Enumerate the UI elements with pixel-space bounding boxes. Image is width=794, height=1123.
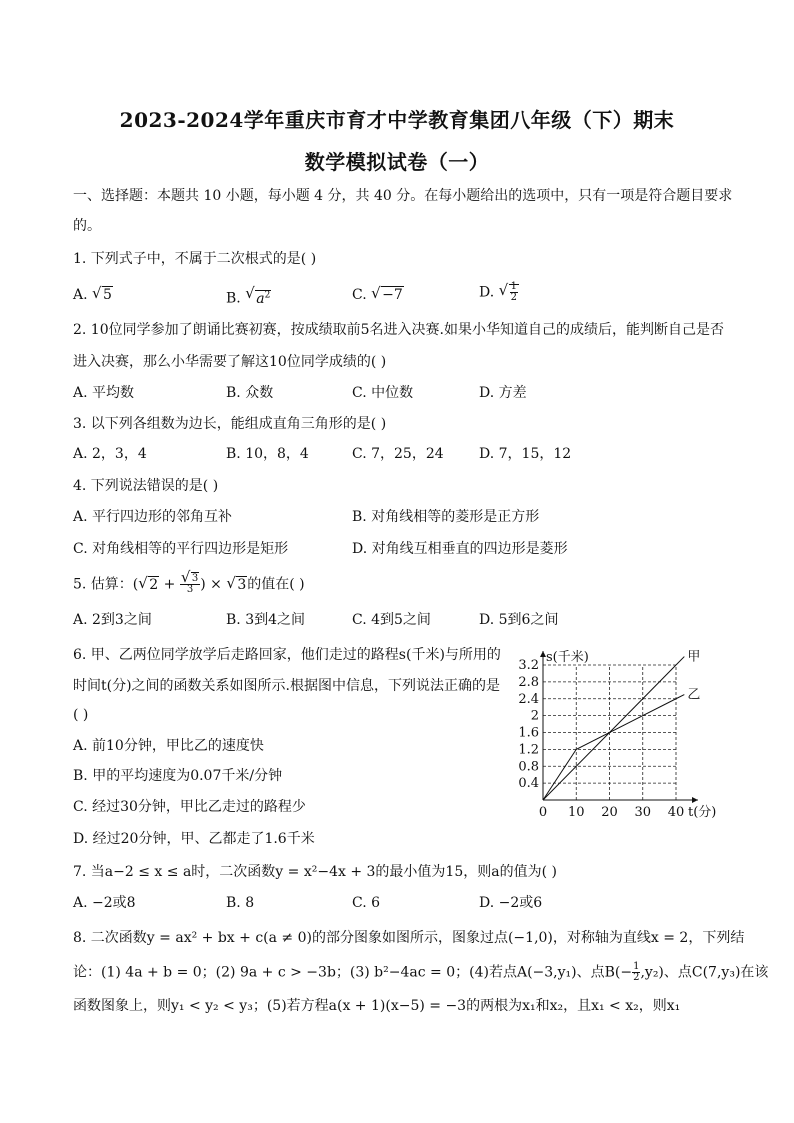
q4-option-a: A. 平行四边形的邻角互补	[73, 509, 233, 525]
q3-option-c: C. 7，25，24	[352, 446, 444, 462]
q6-option-d: D. 经过20分钟，甲、乙都走了1.6千米	[73, 831, 315, 847]
series-label: 甲	[687, 649, 701, 665]
q4-option-d: D. 对角线互相垂直的四边形是菱形	[352, 541, 568, 557]
q7-option-c: C. 6	[352, 895, 381, 911]
q7-option-a: A. −2或8	[73, 895, 136, 911]
q2-stem-cont: 进入决赛，那么小华需要了解这10位同学成绩的( )	[73, 354, 387, 370]
q8-stem-cont2: 函数图象上，则y₁ < y₂ < y₃；(5)若方程a(x + 1)(x−5) = −3的两根为x₁和x₂，且x₁ < x₂，则x₁	[73, 998, 681, 1014]
y-tick-label: 2.4	[518, 691, 539, 707]
q5-option-c: C. 4到5之间	[352, 612, 431, 628]
x-tick-label: 40	[667, 805, 685, 820]
q2-option-a: A. 平均数	[73, 385, 135, 401]
series-label: 乙	[687, 687, 701, 703]
series-extension	[676, 657, 684, 665]
q1-option-d: D. √ $\frac{1}{2}$	[479, 282, 519, 303]
x-tick-label: 20	[601, 805, 618, 820]
x-axis-arrow	[692, 797, 698, 803]
q4-option-c: C. 对角线相等的平行四边形是矩形	[73, 541, 289, 557]
y-axis-label: s(千米)	[546, 650, 589, 665]
x-tick-label: 30	[634, 805, 652, 820]
y-tick-label: 0.8	[518, 759, 539, 775]
q1-option-b: B. √ $a^2$	[226, 285, 271, 309]
section-intro-cont: 的。	[73, 218, 101, 234]
q3-option-a: A. 2，3，4	[73, 446, 147, 462]
q1-option-a: A. √ 5	[73, 285, 113, 305]
exam-subtitle: 数学模拟试卷（一）	[304, 150, 490, 174]
exam-title: 2023-2024学年重庆市育才中学教育集团八年级（下）期末	[119, 108, 675, 132]
q6-option-b: B. 甲的平均速度为0.07千米/分钟	[73, 768, 283, 784]
y-tick-label: 1.6	[518, 725, 539, 741]
q7-stem: 7. 当a−2 ≤ x ≤ a时，二次函数y = x²−4x + 3的最小值为15，则a的值为( )	[73, 864, 557, 880]
q4-option-b: B. 对角线相等的菱形是正方形	[352, 509, 540, 525]
distance-time-chart	[512, 644, 727, 824]
q3-stem: 3. 以下列各组数为边长，能组成直角三角形的是( )	[73, 416, 387, 432]
q2-stem: 2. 10位同学参加了朗诵比赛初赛，按成绩取前5名进入决赛.如果小华知道自己的成绩后，能判断自己是否	[73, 322, 724, 338]
y-tick-label: 2	[530, 708, 539, 724]
q4-stem: 4. 下列说法错误的是( )	[73, 478, 219, 494]
x-tick-label: 0	[538, 805, 548, 820]
q6-stem-cont: 时间t(分)之间的函数关系如图所示.根据图中信息，下列说法正确的是	[73, 678, 500, 694]
x-axis-label: t(分)	[688, 805, 717, 820]
series-extension	[676, 695, 684, 699]
y-tick-label: 0.4	[518, 776, 539, 792]
y-tick-label: 1.2	[518, 742, 539, 758]
q7-option-d: D. −2或6	[479, 895, 543, 911]
q1-stem: 1. 下列式子中，不属于二次根式的是( )	[73, 251, 317, 267]
q6-stem: 6. 甲、乙两位同学放学后走路回家，他们走过的路程s(千米)与所用的	[73, 647, 501, 663]
q3-option-d: D. 7，15，12	[479, 446, 572, 462]
q6-stem-paren: ( )	[73, 707, 89, 723]
q5-option-a: A. 2到3之间	[73, 612, 152, 628]
y-tick-label: 2.8	[518, 674, 539, 690]
q5-stem: 5. 估算：(√ 2 + √ $\frac{3}{3}$ ) × √ 3的值在( )	[73, 574, 305, 595]
q5-option-b: B. 3到4之间	[226, 612, 306, 628]
q1-option-c: C. √ −7	[352, 285, 404, 305]
q2-option-d: D. 方差	[479, 385, 527, 401]
q3-option-b: B. 10，8，4	[226, 446, 309, 462]
x-tick-label: 10	[567, 805, 585, 820]
q6-option-c: C. 经过30分钟，甲比乙走过的路程少	[73, 799, 306, 815]
q2-option-c: C. 中位数	[352, 385, 414, 401]
q7-option-b: B. 8	[226, 895, 255, 911]
y-tick-label: 3.2	[518, 658, 539, 673]
q2-option-b: B. 众数	[226, 385, 274, 401]
section-intro: 一、选择题：本题共 10 小题，每小题 4 分，共 40 分。在每小题给出的选项中，只有一项是符合题目要求	[73, 188, 733, 204]
q6-option-a: A. 前10分钟，甲比乙的速度快	[73, 738, 264, 754]
q5-option-d: D. 5到6之间	[479, 612, 559, 628]
q8-stem: 8. 二次函数y = ax² + bx + c(a ≠ 0)的部分图象如图所示，图象过点(−1,0)，对称轴为直线x = 2，下列结	[73, 930, 745, 946]
q8-stem-cont: 论：(1) 4a + b = 0；(2) 9a + c > −3b；(3) b²−4ac = 0；(4)若点A(−3,y₁)、点B(− $\frac{1}{2}$ ,y₂)、点C(7,y₃)在该	[73, 961, 769, 983]
